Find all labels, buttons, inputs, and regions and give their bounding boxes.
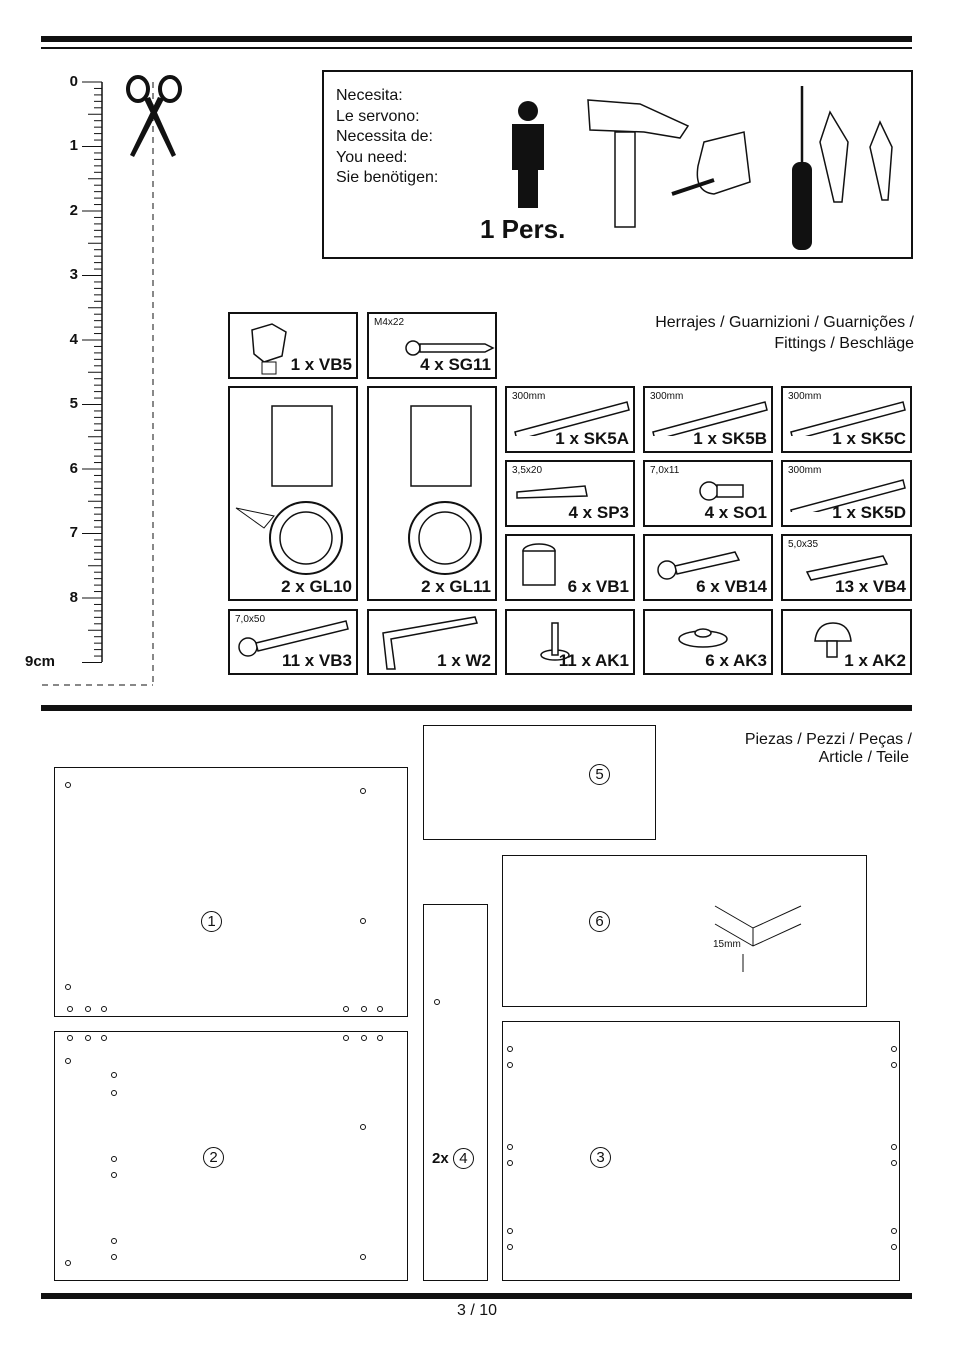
caster-wheel-icon <box>234 398 354 578</box>
panel-5-number: 5 <box>589 764 610 785</box>
you-need-text: Necesita: Le servono: Necessita de: You need: Sie benötigen: <box>336 87 439 186</box>
section-rule <box>41 705 912 711</box>
panel-6-number: 6 <box>589 911 610 932</box>
panel-4-number: 2x 4 <box>432 1148 474 1169</box>
edge-detail-icon <box>713 896 813 976</box>
top-rule-thin <box>41 47 912 49</box>
top-rule <box>41 36 912 42</box>
panel-2-number: 2 <box>203 1147 224 1168</box>
fitting-vb5: 1 x VB5 <box>228 312 358 379</box>
fitting-gl10: 2 x GL10 <box>228 386 358 601</box>
ruler-label-5: 5 <box>69 395 78 412</box>
fitting-gl11: 2 x GL11 <box>367 386 497 601</box>
fitting-ak1: 11 x AK1 <box>505 609 635 675</box>
connector-bolt-icon <box>655 542 745 582</box>
fitting-sk5d: 300mm 1 x SK5D <box>781 460 912 527</box>
ruler-label-3: 3 <box>69 266 78 283</box>
ruler-label-0: 0 <box>69 73 78 90</box>
bottom-rule <box>41 1293 912 1299</box>
fitting-ak3: 6 x AK3 <box>643 609 773 675</box>
panel-3-number: 3 <box>590 1147 611 1168</box>
fittings-heading: Herrajes / Guarnizioni / Guarnições / Fittings / Beschläge <box>655 314 914 352</box>
panel-1-number: 1 <box>201 911 222 932</box>
fitting-sp3: 3,5x20 4 x SP3 <box>505 460 635 527</box>
panel-3 <box>502 1021 900 1281</box>
page-number: 3 / 10 <box>456 1302 498 1319</box>
caster-wheel-icon <box>373 398 493 578</box>
panel-5 <box>423 725 656 840</box>
fitting-sk5b: 300mm 1 x SK5B <box>643 386 773 453</box>
ruler-label-6: 6 <box>69 460 78 477</box>
scissors-icon <box>120 75 190 165</box>
measuring-ruler <box>20 70 160 690</box>
tools-box <box>322 70 913 259</box>
fitting-sk5a: 300mm 1 x SK5A <box>505 386 635 453</box>
cam-lock-icon <box>515 539 565 599</box>
panel-6 <box>502 855 867 1007</box>
fitting-w2: 1 x W2 <box>367 609 497 675</box>
ruler-label-9cm: 9cm <box>25 653 56 670</box>
ruler-label-1: 1 <box>69 137 78 154</box>
ruler-label-2: 2 <box>69 202 78 219</box>
panel-2 <box>54 1031 408 1281</box>
fitting-sk5c: 300mm 1 x SK5C <box>781 386 912 453</box>
fitting-so1: 7,0x11 4 x SO1 <box>643 460 773 527</box>
ruler-label-4: 4 <box>69 331 78 348</box>
dimension-label: 15mm <box>713 939 741 950</box>
ruler-label-8: 8 <box>69 589 78 606</box>
fitting-vb1: 6 x VB1 <box>505 534 635 601</box>
tape-measure-icon <box>664 122 764 212</box>
parts-heading: Piezas / Pezzi / Peças / Article / Teile <box>744 731 912 766</box>
pliers-icon <box>810 102 920 232</box>
person-icon <box>504 100 554 210</box>
screw-icon <box>699 476 749 506</box>
fitting-vb14: 6 x VB14 <box>643 534 773 601</box>
panel-4 <box>423 904 488 1281</box>
panel-1 <box>54 767 408 1017</box>
fitting-vb3: 7,0x50 11 x VB3 <box>228 609 358 675</box>
fitting-sg11: M4x22 4 x SG11 <box>367 312 497 379</box>
ruler-label-7: 7 <box>69 524 78 541</box>
fitting-ak2: 1 x AK2 <box>781 609 912 675</box>
fitting-vb4: 5,0x35 13 x VB4 <box>781 534 912 601</box>
persons-count: 1 Pers. <box>480 214 566 244</box>
